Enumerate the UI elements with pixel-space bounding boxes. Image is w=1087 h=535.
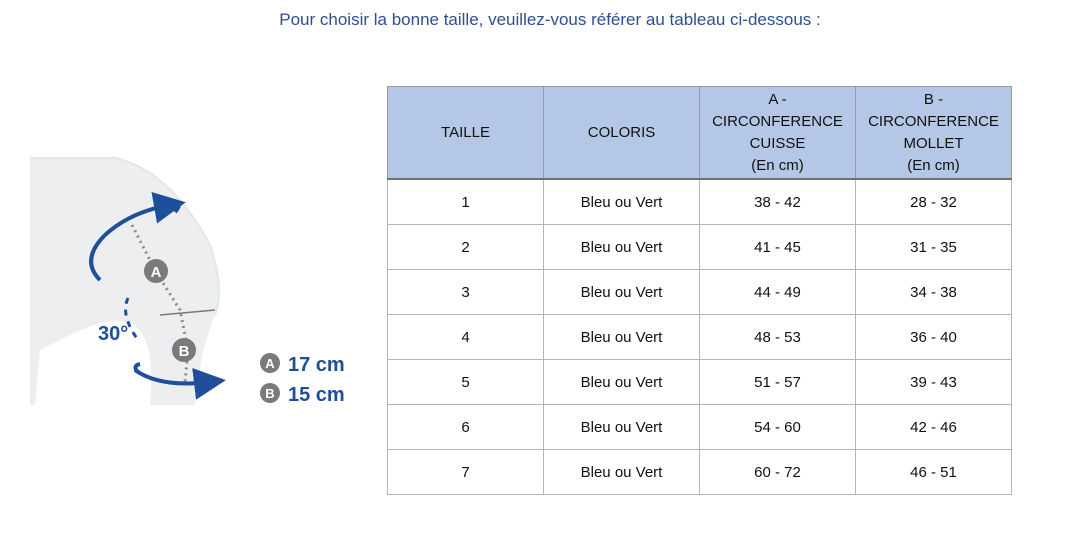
thigh-cell: 54 - 60 (700, 405, 856, 450)
thigh-cell: 48 - 53 (700, 315, 856, 360)
thigh-cell: 51 - 57 (700, 360, 856, 405)
color-cell: Bleu ou Vert (544, 450, 700, 495)
calf-cell: 28 - 32 (856, 179, 1012, 225)
color-cell: Bleu ou Vert (544, 225, 700, 270)
page-heading: Pour choisir la bonne taille, veuillez-vous référer au tableau ci-dessous : (279, 10, 821, 29)
table-header-row (388, 87, 1012, 180)
table-row (388, 225, 1012, 270)
header-coloris: COLORIS (544, 87, 700, 180)
thigh-cell: 38 - 42 (700, 179, 856, 225)
size-cell: 7 (388, 450, 544, 495)
table-row (388, 360, 1012, 405)
color-cell: Bleu ou Vert (544, 360, 700, 405)
table-row (388, 179, 1012, 225)
knee-measurement-figure (20, 150, 370, 420)
leg-silhouette (30, 158, 219, 405)
calf-cell: 36 - 40 (856, 315, 1012, 360)
calf-cell: 42 - 46 (856, 405, 1012, 450)
table-row (388, 405, 1012, 450)
size-cell: 1 (388, 179, 544, 225)
color-cell: Bleu ou Vert (544, 270, 700, 315)
thigh-cell: 44 - 49 (700, 270, 856, 315)
color-cell: Bleu ou Vert (544, 179, 700, 225)
legend-value-b: 15 cm (288, 384, 345, 406)
calf-cell: 31 - 35 (856, 225, 1012, 270)
svg-text:B: B (178, 343, 190, 360)
size-cell: 2 (388, 225, 544, 270)
calf-cell: 34 - 38 (856, 270, 1012, 315)
header-calf-circumference: B - CIRCONFERENCE MOLLET (En cm) (856, 87, 1012, 180)
svg-text:A: A (150, 264, 162, 281)
color-cell: Bleu ou Vert (544, 405, 700, 450)
calf-cell: 46 - 51 (856, 450, 1012, 495)
size-cell: 6 (388, 405, 544, 450)
size-chart-table (387, 86, 1012, 495)
knee-illustration (20, 150, 370, 420)
legend-value-a: 17 cm (288, 354, 345, 376)
table-row (388, 315, 1012, 360)
size-cell: 4 (388, 315, 544, 360)
svg-text:A: A (265, 356, 275, 371)
thigh-cell: 41 - 45 (700, 225, 856, 270)
svg-text:B: B (265, 386, 275, 401)
calf-cell: 39 - 43 (856, 360, 1012, 405)
table-row (388, 270, 1012, 315)
size-cell: 5 (388, 360, 544, 405)
measurement-legend (260, 353, 345, 406)
thigh-cell: 60 - 72 (700, 450, 856, 495)
color-cell: Bleu ou Vert (544, 315, 700, 360)
size-cell: 3 (388, 270, 544, 315)
header-taille: TAILLE (388, 87, 544, 180)
angle-label: 30° (98, 323, 129, 345)
table-row (388, 450, 1012, 495)
header-thigh-circumference: A - CIRCONFERENCE CUISSE (En cm) (700, 87, 856, 180)
